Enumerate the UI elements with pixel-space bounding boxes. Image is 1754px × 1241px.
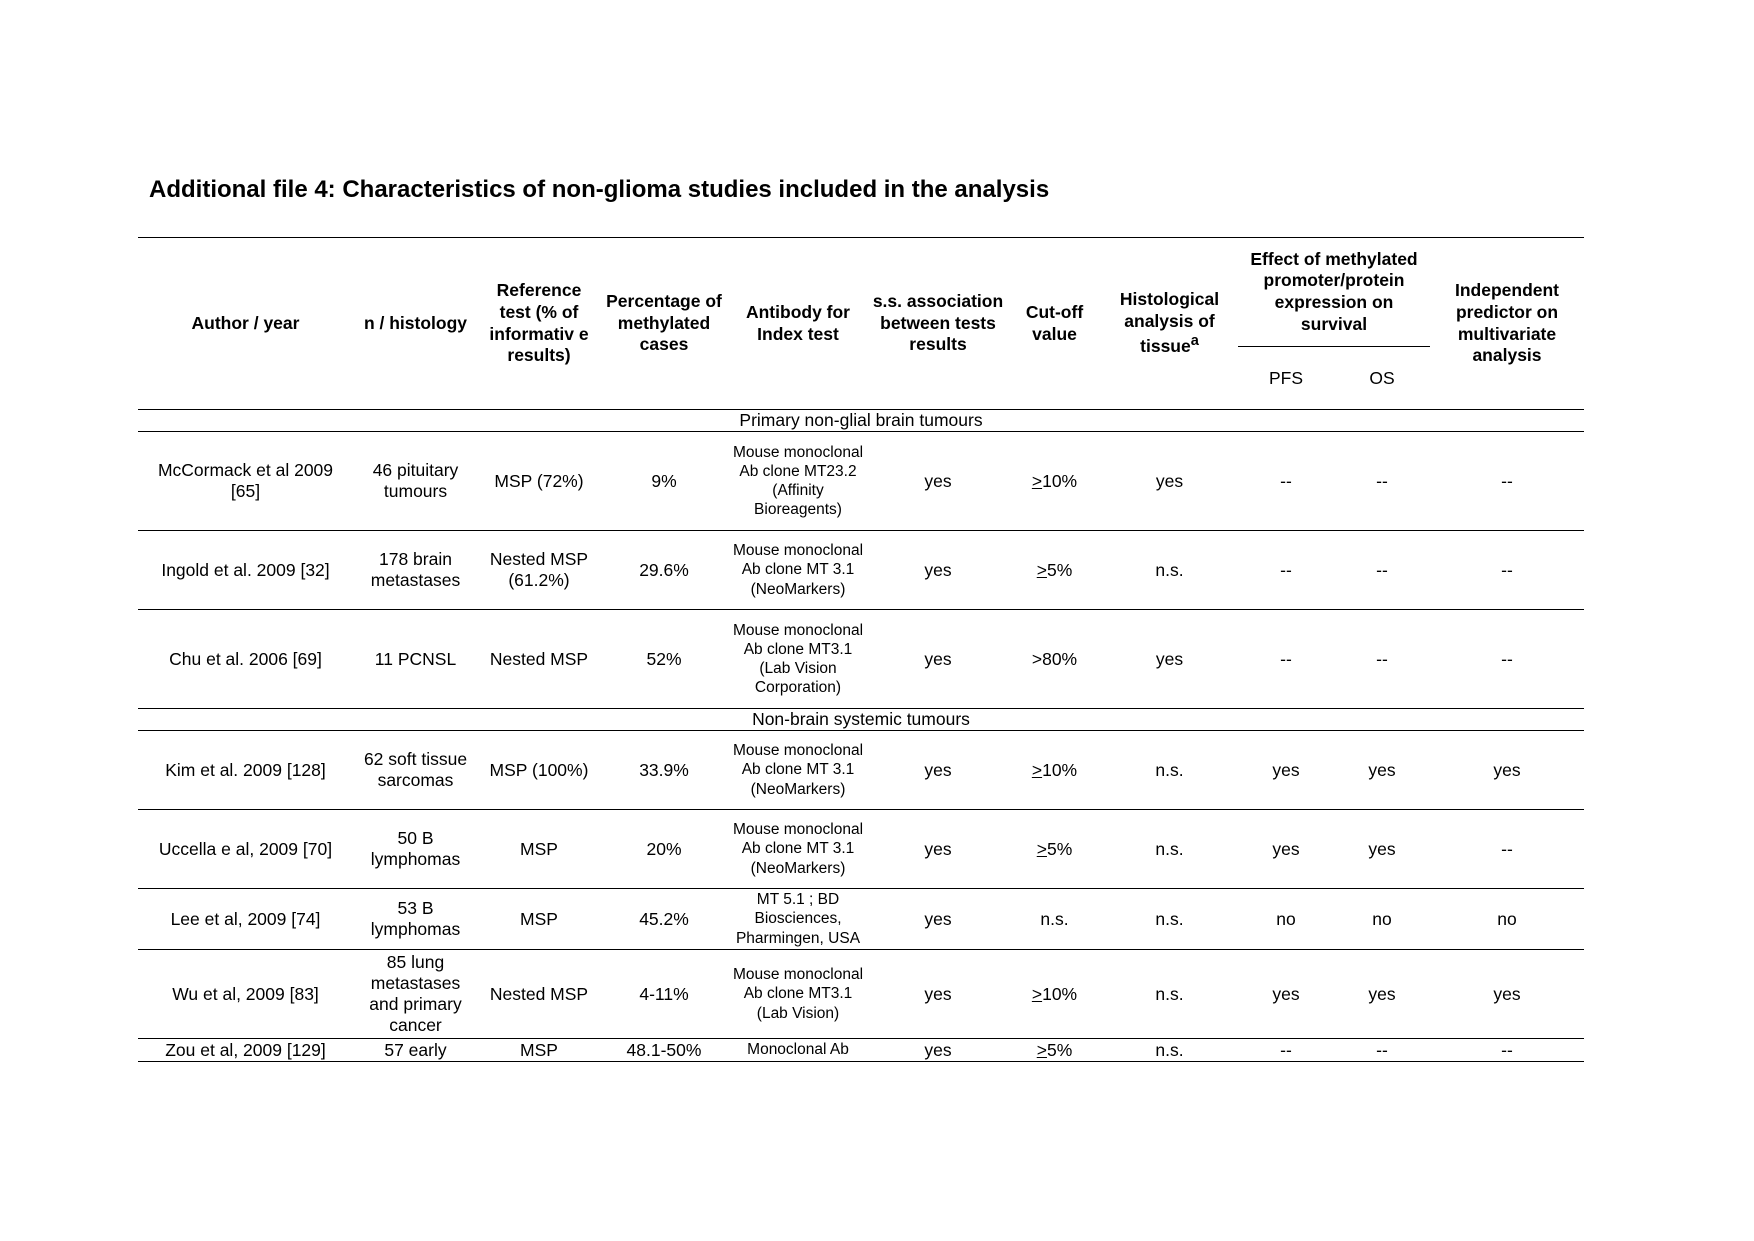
header-effect-on-survival: Effect of methylated promoter/protein expression on survival	[1238, 238, 1430, 347]
cutoff-value: 10%	[1042, 470, 1078, 491]
table-row	[138, 731, 1584, 810]
header-antibody: Antibody for Index test	[728, 238, 868, 410]
cutoff-symbol: >	[1036, 838, 1047, 859]
cutoff-symbol: >	[1031, 470, 1043, 491]
cell-os: no	[1334, 889, 1430, 950]
cell-n-histology: 62 soft tissue sarcomas	[353, 731, 478, 810]
header-cutoff-value: Cut-off value	[1008, 238, 1101, 410]
header-pfs: PFS	[1268, 367, 1304, 388]
cell-percentage: 48.1-50%	[600, 1039, 728, 1062]
cell-ss-association: yes	[868, 950, 1008, 1039]
cell-reference-test: MSP (72%)	[478, 432, 600, 531]
table-row	[138, 1039, 1584, 1062]
header-histological-footnote: a	[1190, 333, 1199, 350]
section-label: Primary non-glial brain tumours	[138, 410, 1584, 432]
cell-author: Ingold et al. 2009 [32]	[138, 531, 353, 610]
cell-os: --	[1334, 531, 1430, 610]
table-row	[138, 531, 1584, 610]
cell-antibody: Mouse monoclonal Ab clone MT 3.1 (NeoMarkers)	[728, 531, 868, 610]
header-independent-predictor: Independent predictor on multivariate analysis	[1430, 238, 1584, 410]
cell-percentage: 4-11%	[600, 950, 728, 1039]
cutoff-symbol: >	[1036, 1039, 1047, 1060]
cell-ss-association: yes	[868, 1039, 1008, 1062]
cell-reference-test: Nested MSP	[478, 610, 600, 709]
cutoff-value: 5%	[1046, 1039, 1073, 1060]
cell-author: Zou et al, 2009 [129]	[138, 1039, 353, 1062]
cell-antibody: Mouse monoclonal Ab clone MT 3.1 (NeoMarkers)	[728, 810, 868, 889]
cell-ss-association: yes	[868, 810, 1008, 889]
table-row	[138, 432, 1584, 531]
section-row	[138, 709, 1584, 731]
cell-reference-test: Nested MSP	[478, 950, 600, 1039]
cell-os: yes	[1334, 731, 1430, 810]
cell-n-histology: 178 brain metastases	[353, 531, 478, 610]
cell-pfs: --	[1238, 1039, 1334, 1062]
cell-reference-test: MSP	[478, 889, 600, 950]
cell-ss-association: yes	[868, 531, 1008, 610]
header-histological-text: Histological analysis of tissue	[1119, 289, 1220, 357]
cell-antibody: Mouse monoclonal Ab clone MT3.1 (Lab Vision)	[728, 950, 868, 1039]
studies-table	[138, 237, 1584, 1062]
header-author-year: Author / year	[138, 238, 353, 410]
cell-reference-test: Nested MSP (61.2%)	[478, 531, 600, 610]
cell-n-histology: 46 pituitary tumours	[353, 432, 478, 531]
cell-cutoff	[1008, 950, 1101, 1039]
cell-percentage: 20%	[600, 810, 728, 889]
cell-independent: yes	[1430, 731, 1584, 810]
cell-n-histology: 85 lung metastases and primary cancer	[353, 950, 478, 1039]
cell-author: Uccella e al, 2009 [70]	[138, 810, 353, 889]
cell-percentage: 9%	[600, 432, 728, 531]
cell-ss-association: yes	[868, 610, 1008, 709]
cell-author: McCormack et al 2009 [65]	[138, 432, 353, 531]
cell-reference-test: MSP	[478, 1039, 600, 1062]
cell-histological: n.s.	[1101, 889, 1238, 950]
cell-pfs: yes	[1238, 810, 1334, 889]
cell-os: yes	[1334, 810, 1430, 889]
cutoff-value: >80%	[1031, 648, 1078, 669]
document-title: Additional file 4: Characteristics of non-glioma studies included in the analysis	[149, 176, 1050, 203]
cutoff-value: 5%	[1046, 838, 1073, 859]
cell-histological: n.s.	[1101, 731, 1238, 810]
cell-cutoff	[1008, 810, 1101, 889]
cell-antibody: MT 5.1 ; BD Biosciences, Pharmingen, USA	[728, 889, 868, 950]
cell-pfs: yes	[1238, 950, 1334, 1039]
cutoff-value: 10%	[1042, 759, 1078, 780]
cutoff-value: n.s.	[1040, 908, 1069, 929]
header-n-histology: n / histology	[353, 238, 478, 410]
table-row	[138, 610, 1584, 709]
cell-independent: --	[1430, 531, 1584, 610]
cell-pfs: --	[1238, 610, 1334, 709]
cell-cutoff	[1008, 889, 1101, 950]
table-row	[138, 950, 1584, 1039]
cell-n-histology: 57 early	[353, 1039, 478, 1062]
cell-author: Lee et al, 2009 [74]	[138, 889, 353, 950]
header-reference-test: Reference test (% of informativ e results)	[478, 238, 600, 410]
cutoff-symbol: >	[1031, 983, 1043, 1004]
table-row	[138, 810, 1584, 889]
cell-antibody: Monoclonal Ab	[728, 1039, 868, 1062]
cell-ss-association: yes	[868, 889, 1008, 950]
cell-cutoff	[1008, 731, 1101, 810]
cell-pfs: no	[1238, 889, 1334, 950]
cell-ss-association: yes	[868, 432, 1008, 531]
cell-pfs: --	[1238, 432, 1334, 531]
header-histological-analysis	[1101, 238, 1238, 410]
cell-pfs: yes	[1238, 731, 1334, 810]
cell-percentage: 33.9%	[600, 731, 728, 810]
cell-independent: no	[1430, 889, 1584, 950]
cell-antibody: Mouse monoclonal Ab clone MT 3.1 (NeoMarkers)	[728, 731, 868, 810]
cell-histological: n.s.	[1101, 810, 1238, 889]
cell-antibody: Mouse monoclonal Ab clone MT23.2 (Affinity Bioreagents)	[728, 432, 868, 531]
header-percentage-methylated: Percentage of methylated cases	[600, 238, 728, 410]
section-label: Non-brain systemic tumours	[138, 709, 1584, 731]
cell-histological: yes	[1101, 432, 1238, 531]
cell-pfs: --	[1238, 531, 1334, 610]
cell-os: --	[1334, 610, 1430, 709]
cell-antibody: Mouse monoclonal Ab clone MT3.1 (Lab Vision Corporation)	[728, 610, 868, 709]
cell-percentage: 29.6%	[600, 531, 728, 610]
cell-n-histology: 53 B lymphomas	[353, 889, 478, 950]
cell-reference-test: MSP	[478, 810, 600, 889]
cell-percentage: 45.2%	[600, 889, 728, 950]
table-header	[138, 238, 1584, 410]
cell-ss-association: yes	[868, 731, 1008, 810]
cutoff-symbol: >	[1031, 759, 1043, 780]
table-body	[138, 410, 1584, 1062]
cell-author: Wu et al, 2009 [83]	[138, 950, 353, 1039]
cell-os: --	[1334, 1039, 1430, 1062]
cell-os: yes	[1334, 950, 1430, 1039]
header-ss-association: s.s. association between tests results	[868, 238, 1008, 410]
cell-cutoff	[1008, 432, 1101, 531]
cell-author: Kim et al. 2009 [128]	[138, 731, 353, 810]
cell-independent: --	[1430, 432, 1584, 531]
cell-histological: n.s.	[1101, 531, 1238, 610]
cell-percentage: 52%	[600, 610, 728, 709]
cutoff-symbol: >	[1036, 559, 1047, 580]
cell-author: Chu et al. 2006 [69]	[138, 610, 353, 709]
cell-reference-test: MSP (100%)	[478, 731, 600, 810]
cell-histological: n.s.	[1101, 1039, 1238, 1062]
cell-cutoff	[1008, 610, 1101, 709]
cell-cutoff	[1008, 531, 1101, 610]
cell-os: --	[1334, 432, 1430, 531]
cutoff-value: 5%	[1046, 559, 1073, 580]
cell-independent: --	[1430, 1039, 1584, 1062]
cell-histological: yes	[1101, 610, 1238, 709]
cell-n-histology: 50 B lymphomas	[353, 810, 478, 889]
cell-independent: --	[1430, 610, 1584, 709]
cell-histological: n.s.	[1101, 950, 1238, 1039]
cutoff-value: 10%	[1042, 983, 1078, 1004]
section-row	[138, 410, 1584, 432]
cell-independent: yes	[1430, 950, 1584, 1039]
cell-cutoff	[1008, 1039, 1101, 1062]
cell-independent: --	[1430, 810, 1584, 889]
cell-n-histology: 11 PCNSL	[353, 610, 478, 709]
header-os: OS	[1369, 367, 1395, 388]
table-row	[138, 889, 1584, 950]
